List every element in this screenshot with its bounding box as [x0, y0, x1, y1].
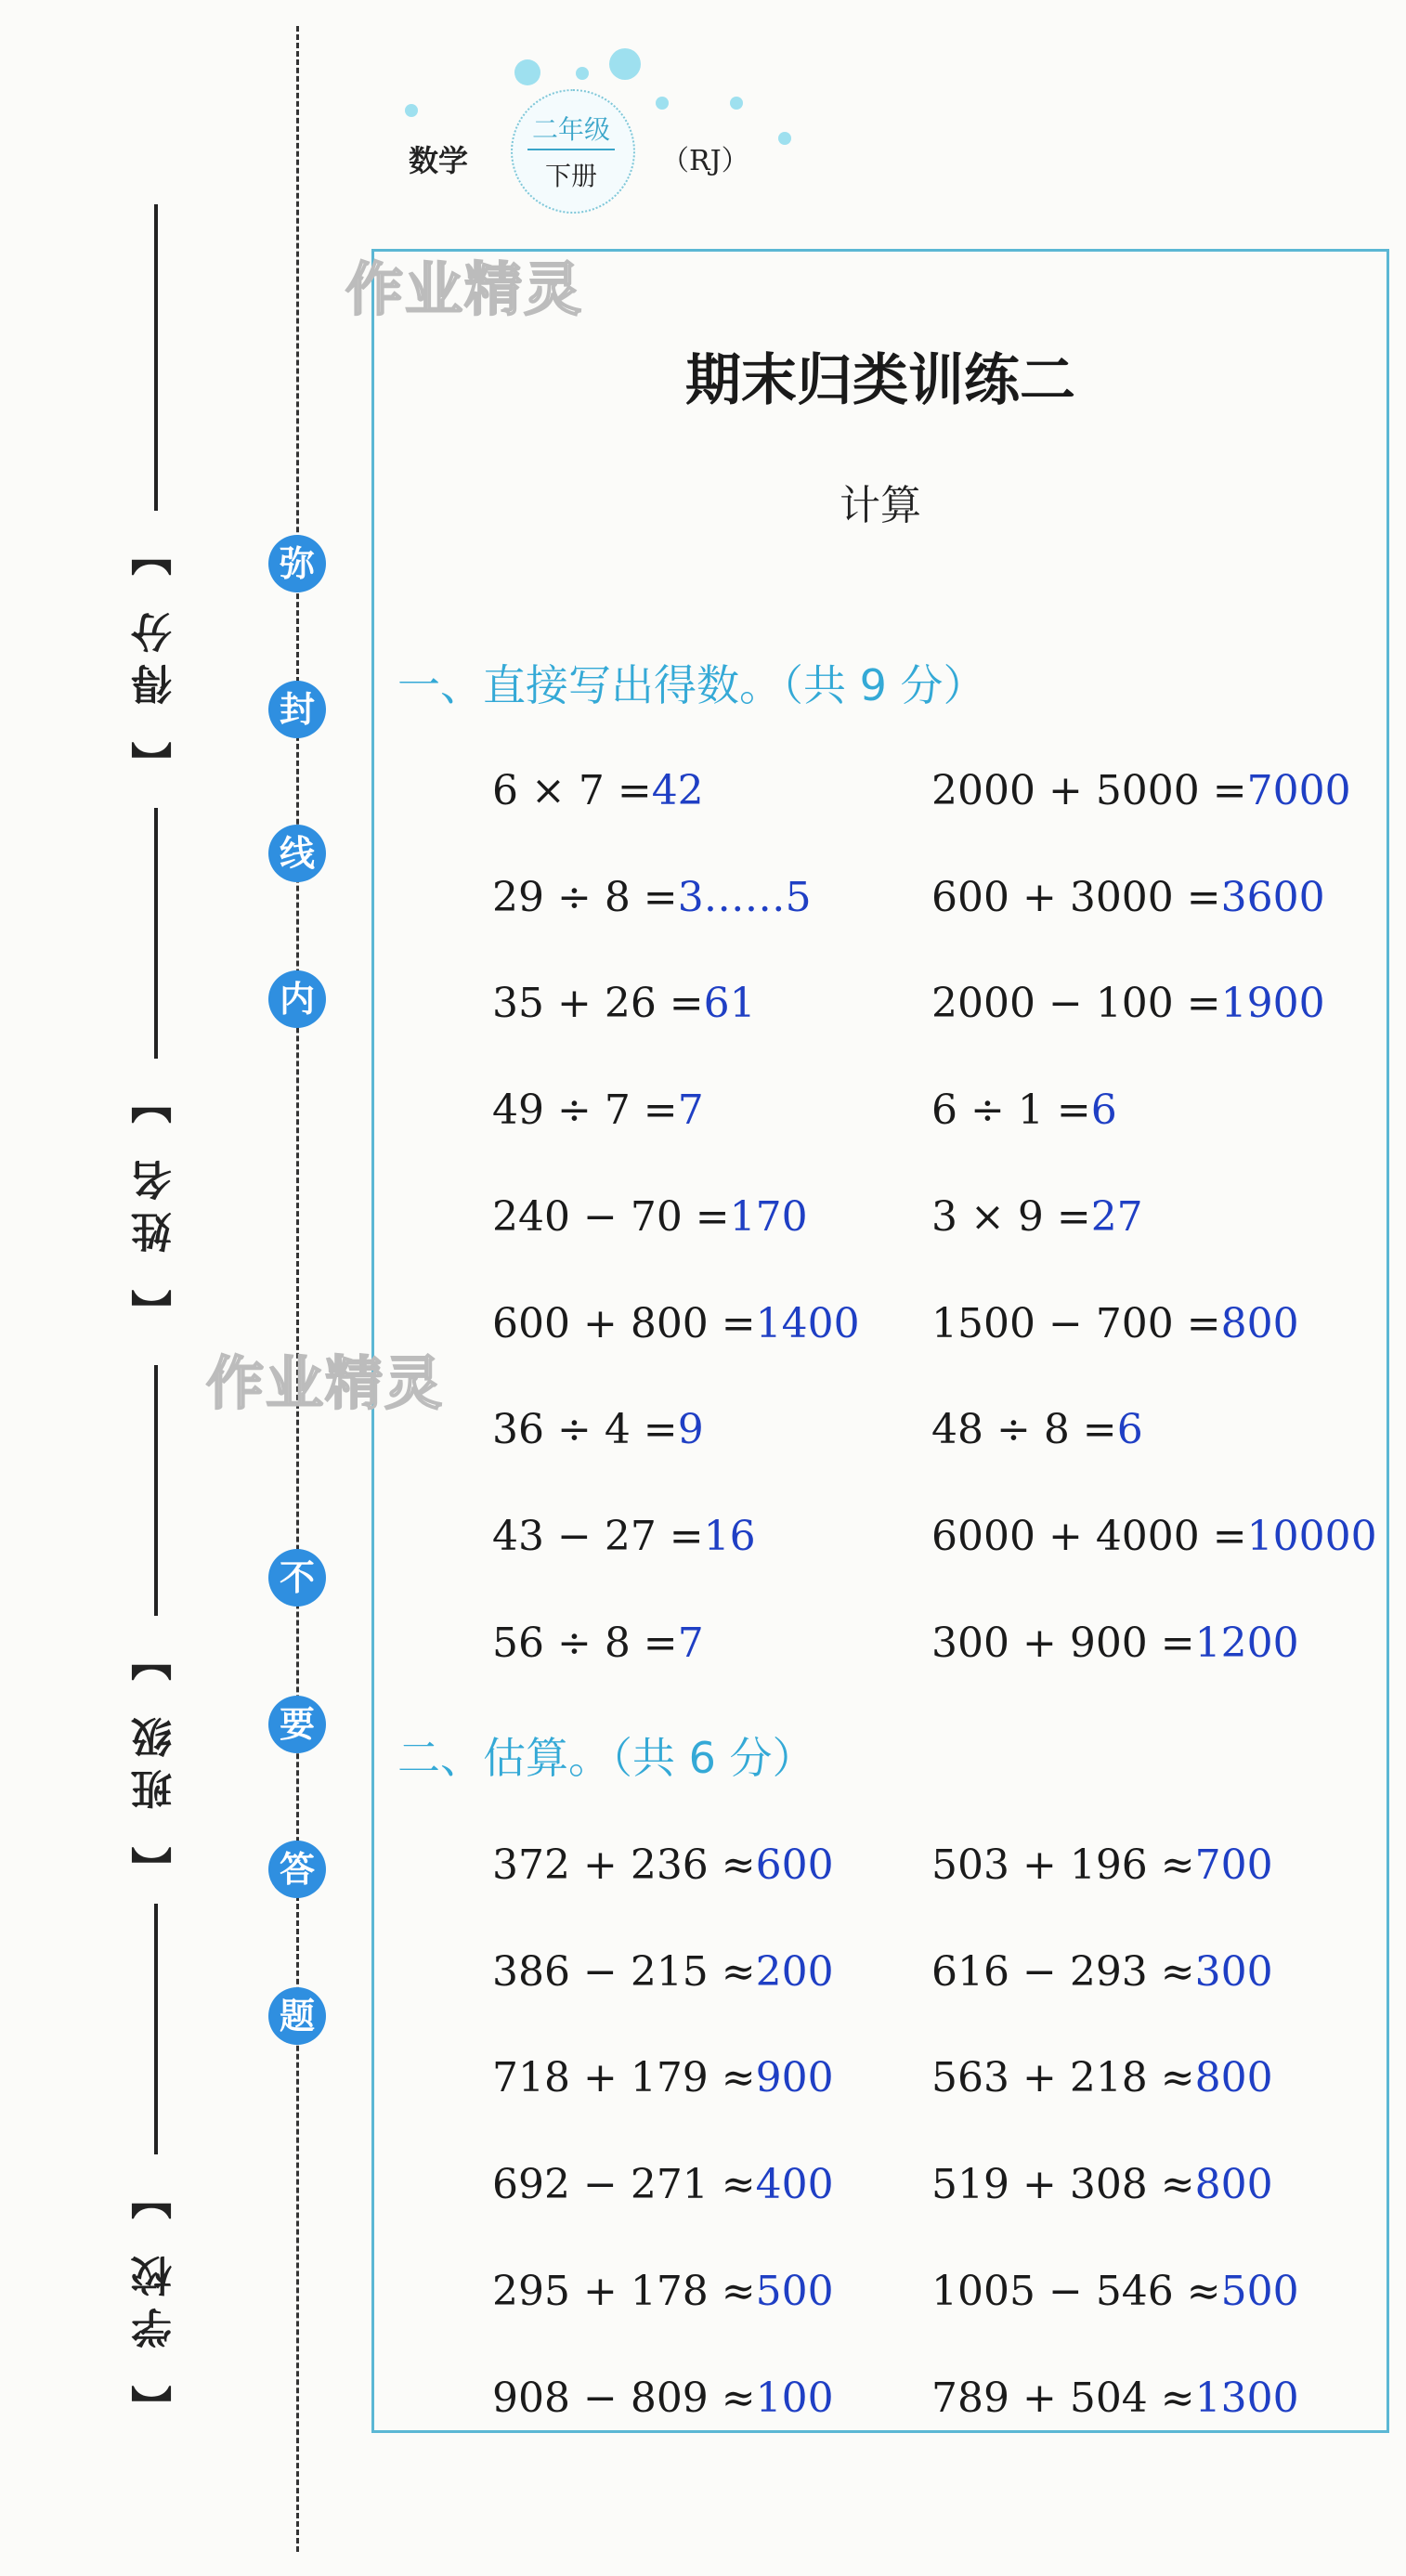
problem-answer[interactable]: 300 [1194, 1948, 1273, 1996]
problem-item [931, 2374, 1299, 2422]
subject-label: 数学 [409, 143, 469, 178]
problem-expression: 616 − 293 ≈ [931, 1948, 1195, 1996]
problem-expression: 295 + 178 ≈ [492, 2268, 756, 2315]
problem-expression: 6 × 7 = [492, 767, 652, 814]
problem-expression: 789 + 504 ≈ [931, 2374, 1195, 2422]
seal-char: 不 [268, 1549, 326, 1607]
problem-answer[interactable]: 500 [1220, 2268, 1299, 2315]
problem-answer[interactable]: 800 [1194, 2161, 1273, 2208]
grade-label: 二年级 [531, 114, 610, 145]
problem-expression: 718 + 179 ≈ [492, 2054, 756, 2101]
problem-item [931, 767, 1351, 814]
problem-expression: 36 ÷ 4 = [492, 1406, 678, 1453]
score-underline [154, 204, 158, 511]
problem-answer[interactable]: 3600 [1220, 874, 1325, 921]
class-underline [154, 1365, 158, 1616]
problem-answer[interactable]: 800 [1194, 2054, 1273, 2101]
problem-item [931, 980, 1325, 1027]
problem-answer[interactable]: 16 [703, 1513, 756, 1560]
problem-expression: 48 ÷ 8 = [931, 1406, 1117, 1453]
problem-item [492, 2268, 834, 2315]
book-header [390, 56, 854, 204]
problem-answer[interactable]: 1400 [755, 1300, 860, 1347]
problem-answer[interactable]: 27 [1090, 1193, 1143, 1241]
problem-item [492, 874, 812, 921]
problem-expression: 35 + 26 = [492, 980, 704, 1027]
problem-item [492, 1086, 704, 1134]
problem-expression: 56 ÷ 8 = [492, 1620, 678, 1667]
problem-answer[interactable]: 700 [1194, 1841, 1273, 1889]
problem-answer[interactable]: 6 [1090, 1086, 1117, 1134]
binding-dashed-line [296, 26, 299, 2552]
problem-expression: 1500 − 700 = [931, 1300, 1221, 1347]
decor-drop [609, 48, 641, 80]
problem-expression: 2000 + 5000 = [931, 767, 1247, 814]
decor-drop [405, 104, 418, 117]
problem-item [931, 1086, 1117, 1134]
problem-expression: 519 + 308 ≈ [931, 2161, 1195, 2208]
problem-item [492, 2161, 834, 2208]
problem-item [492, 2054, 834, 2101]
problem-item [492, 767, 704, 814]
problem-answer[interactable]: 400 [755, 2161, 834, 2208]
problem-answer[interactable]: 800 [1220, 1300, 1299, 1347]
name-underline [154, 808, 158, 1059]
problem-item [931, 2268, 1299, 2315]
section-heading-1: 一、直接写出得数。（共 9 分） [397, 660, 986, 710]
score-label: 【 得分 】 [132, 524, 179, 783]
watermark: 作业精灵 [206, 1349, 445, 1417]
seal-char: 内 [268, 970, 326, 1028]
problem-expression: 240 − 70 = [492, 1193, 730, 1241]
problem-answer[interactable]: 7 [677, 1620, 704, 1667]
problem-answer[interactable]: 42 [651, 767, 704, 814]
problem-answer[interactable]: 1300 [1194, 2374, 1299, 2422]
decor-drop [576, 67, 589, 80]
problem-answer[interactable]: 10000 [1246, 1513, 1377, 1560]
problem-answer[interactable]: 1900 [1220, 980, 1325, 1027]
seal-char: 要 [268, 1696, 326, 1753]
edition-label: （RJ） [661, 145, 749, 177]
problem-expression: 29 ÷ 8 = [492, 874, 678, 921]
problem-item [931, 1513, 1377, 1560]
problem-answer[interactable]: 600 [755, 1841, 834, 1889]
name-field[interactable] [119, 808, 193, 1344]
problem-expression: 692 − 271 ≈ [492, 2161, 756, 2208]
problem-item [492, 2374, 834, 2422]
problem-expression: 1005 − 546 ≈ [931, 2268, 1221, 2315]
decor-drop [656, 97, 669, 110]
problem-item [931, 2161, 1273, 2208]
problem-expression: 3 × 9 = [931, 1193, 1091, 1241]
problem-expression: 503 + 196 ≈ [931, 1841, 1195, 1889]
seal-char: 弥 [268, 535, 326, 592]
problem-expression: 6 ÷ 1 = [931, 1086, 1091, 1134]
problem-item [931, 1300, 1299, 1347]
problem-answer[interactable]: 61 [703, 980, 756, 1027]
problem-answer[interactable]: 170 [729, 1193, 808, 1241]
problem-item [931, 1948, 1273, 1996]
problem-item [931, 1193, 1143, 1241]
problem-item [492, 1948, 834, 1996]
seal-char: 答 [268, 1841, 326, 1898]
page-title: 期末归类训练二 [685, 348, 1075, 413]
problem-item [492, 1193, 808, 1241]
decor-drop [730, 97, 743, 110]
problem-expression: 372 + 236 ≈ [492, 1841, 756, 1889]
problem-item [492, 1300, 860, 1347]
class-field[interactable] [119, 1365, 193, 1901]
problem-answer[interactable]: 7000 [1246, 767, 1351, 814]
school-underline [154, 1904, 158, 2154]
problem-expression: 600 + 800 = [492, 1300, 756, 1347]
decor-drop [514, 59, 540, 85]
problem-expression: 43 − 27 = [492, 1513, 704, 1560]
problem-item [931, 1620, 1299, 1667]
grade-badge [511, 89, 635, 214]
problem-item [931, 1841, 1273, 1889]
problem-item [931, 1406, 1143, 1453]
problem-expression: 2000 − 100 = [931, 980, 1221, 1027]
page-subtitle: 计算 [840, 482, 921, 529]
problem-answer[interactable]: 500 [755, 2268, 834, 2315]
problem-answer[interactable]: 3……5 [677, 874, 812, 921]
problem-expression: 908 − 809 ≈ [492, 2374, 756, 2422]
score-field[interactable] [119, 204, 193, 796]
problem-item [492, 1620, 704, 1667]
problem-answer[interactable]: 1200 [1194, 1620, 1299, 1667]
problem-answer[interactable]: 7 [677, 1086, 704, 1134]
problem-item [492, 1841, 834, 1889]
seal-char: 题 [268, 1987, 326, 2045]
problem-item [492, 1513, 756, 1560]
class-label: 【 班级 】 [132, 1629, 179, 1888]
seal-char: 封 [268, 681, 326, 738]
problem-item [492, 1406, 704, 1453]
problem-expression: 600 + 3000 = [931, 874, 1221, 921]
problem-answer[interactable]: 9 [677, 1406, 704, 1453]
problem-answer[interactable]: 200 [755, 1948, 834, 1996]
term-label: 下册 [544, 161, 597, 191]
seal-char: 线 [268, 825, 326, 882]
grade-divider [527, 149, 615, 150]
problem-answer[interactable]: 100 [755, 2374, 834, 2422]
problem-expression: 49 ÷ 7 = [492, 1086, 678, 1134]
problem-item [931, 2054, 1273, 2101]
problem-answer[interactable]: 900 [755, 2054, 834, 2101]
watermark: 作业精灵 [345, 255, 584, 323]
problem-item [931, 874, 1325, 921]
problem-expression: 386 − 215 ≈ [492, 1948, 756, 1996]
problem-expression: 6000 + 4000 = [931, 1513, 1247, 1560]
school-field[interactable] [119, 1904, 193, 2439]
problem-expression: 300 + 900 = [931, 1620, 1195, 1667]
school-label: 【 学校 】 [132, 2167, 179, 2426]
decor-drop [778, 132, 791, 145]
problem-answer[interactable]: 6 [1116, 1406, 1143, 1453]
problem-item [492, 980, 756, 1027]
name-label: 【 姓名 】 [132, 1072, 179, 1331]
section-heading-2: 二、估算。（共 6 分） [397, 1733, 815, 1783]
problem-expression: 563 + 218 ≈ [931, 2054, 1195, 2101]
